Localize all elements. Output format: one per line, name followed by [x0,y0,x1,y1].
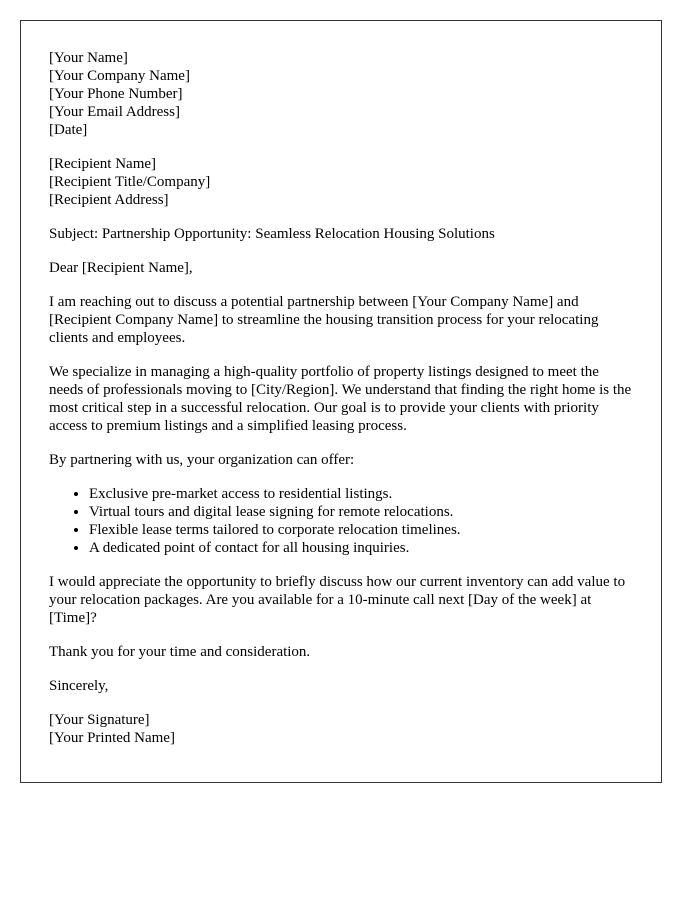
signature-block [49,711,633,747]
recipient-name: [Recipient Name] [49,156,157,172]
specialize-paragraph: We specialize in managing a high-quality portfolio of property listings designed to meet the needs of professionals moving to [City/Region]. We understand that finding the right home is the most critical step in a successful relocation. Our goal is to provide your clients with priority access to premium listings and a simplified leasing process. [49,364,632,434]
call-to-action-paragraph: I would appreciate the opportunity to briefly discuss how our current inventory can add value to your relocation packages. Are you available for a 10-minute call next [Day of the week] at [Time]? [49,574,626,626]
benefit-item: • Virtual tours and digital lease signing for remote relocations. [89,503,633,521]
subject-line: Subject: Partnership Opportunity: Seamless Relocation Housing Solutions [49,226,495,242]
benefit-item: • Exclusive pre-market access to residential listings. [89,485,633,503]
closing: Sincerely, [49,678,109,694]
salutation: Dear [Recipient Name], [49,260,193,276]
recipient-address: [Recipient Address] [49,192,169,208]
sender-name: [Your Name] [49,50,128,66]
benefits-intro: By partnering with us, your organization can offer: [49,452,355,468]
thanks-paragraph: Thank you for your time and consideration. [49,644,311,660]
sender-phone: [Your Phone Number] [49,86,183,102]
benefit-item: • A dedicated point of contact for all housing inquiries. [89,539,633,557]
printed-name: [Your Printed Name] [49,730,175,746]
recipient-title-company: [Recipient Title/Company] [49,174,211,190]
sender-email: [Your Email Address] [49,104,180,120]
signature-line: [Your Signature] [49,712,150,728]
letter-page [20,20,662,783]
sender-company: [Your Company Name] [49,68,190,84]
intro-paragraph: I am reaching out to discuss a potential partnership between [Your Company Name] and [Recipient Company Name] to streamline the housing transition process for your relocating clients and employees. [49,294,599,346]
benefits-list [49,485,633,557]
sender-block [49,49,633,139]
recipient-block [49,155,633,209]
letter-date: [Date] [49,122,88,138]
benefit-item: • Flexible lease terms tailored to corporate relocation timelines. [89,521,633,539]
